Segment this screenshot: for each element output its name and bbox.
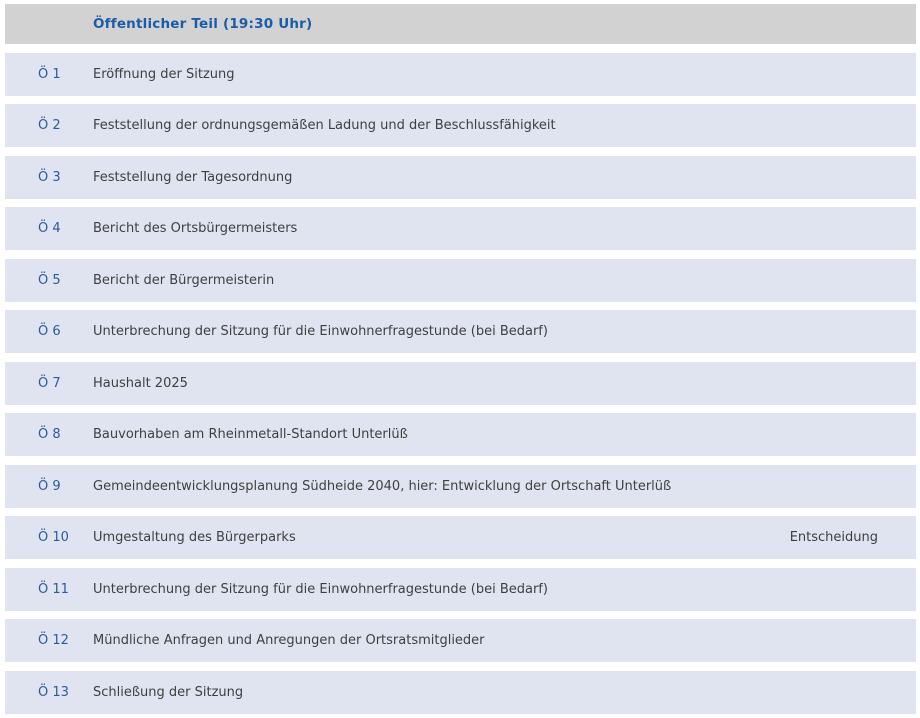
top-title: Feststellung der ordnungsgemäßen Ladung und der Beschlussfähigkeit: [93, 118, 556, 133]
top-number[interactable]: Ö 13: [38, 684, 69, 700]
top-title: Bericht des Ortsbürgermeisters: [93, 221, 298, 236]
agenda-row[interactable]: [5, 104, 916, 147]
agenda-row[interactable]: [5, 362, 916, 405]
top-title: Bericht der Bürgermeisterin: [93, 272, 275, 288]
top-title: Schließung der Sitzung: [93, 684, 244, 700]
agenda-row[interactable]: [5, 259, 916, 302]
agenda-row[interactable]: [5, 156, 916, 199]
top-number[interactable]: Ö 8: [38, 427, 61, 442]
top-number[interactable]: Ö 4: [38, 221, 61, 236]
top-note: Entscheidung: [789, 530, 878, 545]
agenda-row[interactable]: [5, 465, 916, 508]
agenda-row[interactable]: [5, 619, 916, 662]
top-title: Umgestaltung des Bürgerparks: [93, 530, 296, 545]
agenda-row[interactable]: [5, 568, 916, 611]
top-number[interactable]: Ö 3: [38, 169, 61, 185]
top-number[interactable]: Ö 6: [38, 324, 61, 339]
top-number[interactable]: Ö 9: [38, 478, 61, 494]
agenda-row[interactable]: [5, 413, 916, 456]
top-number[interactable]: Ö 11: [38, 581, 69, 597]
top-number[interactable]: Ö 10: [38, 530, 69, 545]
top-title: Unterbrechung der Sitzung für die Einwohnerfragestunde (bei Bedarf): [93, 581, 548, 597]
top-title: Gemeindeentwicklungsplanung Südheide 2040, hier: Entwicklung der Ortschaft Unterlüß: [93, 478, 672, 494]
agenda-row[interactable]: [5, 207, 916, 250]
top-title: Bauvorhaben am Rheinmetall-Standort Unterlüß: [93, 427, 408, 442]
agenda-row[interactable]: [5, 671, 916, 714]
top-title: Unterbrechung der Sitzung für die Einwohnerfragestunde (bei Bedarf): [93, 324, 548, 339]
top-title: Mündliche Anfragen und Anregungen der Ortsratsmitglieder: [93, 633, 485, 648]
top-title: Eröffnung der Sitzung: [93, 66, 235, 82]
section-title: Öffentlicher Teil (19:30 Uhr): [93, 16, 313, 32]
agenda-row[interactable]: [5, 53, 916, 96]
top-number[interactable]: Ö 7: [38, 375, 61, 391]
section-header: [5, 4, 916, 44]
top-number[interactable]: Ö 2: [38, 118, 61, 133]
top-title: Feststellung der Tagesordnung: [93, 169, 293, 185]
top-number[interactable]: Ö 5: [38, 272, 61, 288]
agenda-row[interactable]: [5, 516, 916, 559]
top-title: Haushalt 2025: [93, 375, 188, 391]
top-number[interactable]: Ö 12: [38, 633, 69, 648]
agenda-row[interactable]: [5, 310, 916, 353]
top-number[interactable]: Ö 1: [38, 66, 61, 82]
